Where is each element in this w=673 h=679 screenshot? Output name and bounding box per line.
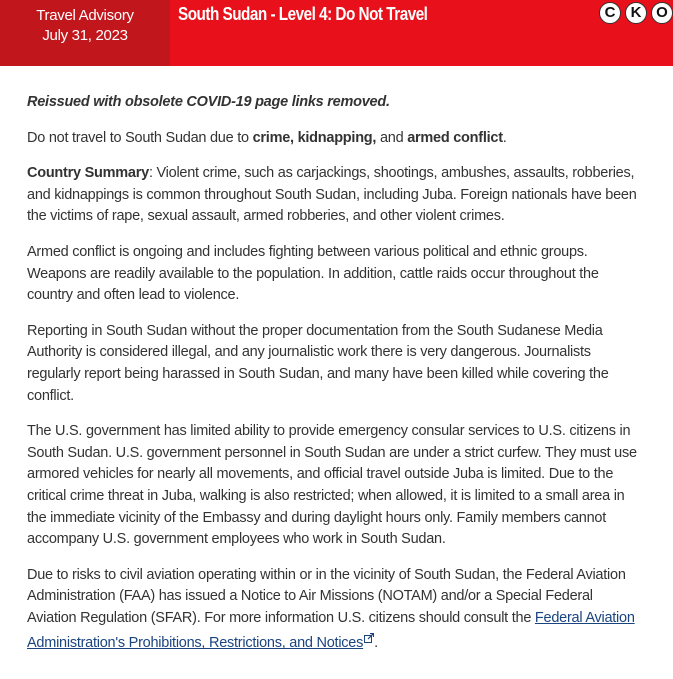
us-government-paragraph: The U.S. government has limited ability to provide emergency consular services to U.S. citizens in South Sudan. U.S. government personnel in South Sudan are under a strict curfew. They must use armored vehicles for nearly all movements, and official travel outside Juba is limited. Due to the critical crime threat in Juba, walking is also restricted; when allowed, it is limited to a small area in the immediate vicinity of the Embassy and during daylight hours only. Family members cannot accompany U.S. government employees who work in South Sudan. [27, 423, 637, 548]
intro-paragraph [27, 128, 645, 150]
country-summary-text: : Violent crime, such as carjackings, shootings, ambushes, assaults, robberies, and kidnappings is common throughout South Sudan, including Juba. Foreign nationals have been the victims of rape, sexual assault, armed robberies, and other violent crimes. [27, 165, 637, 225]
aviation-suffix: . [374, 635, 378, 652]
advisory-body [0, 66, 673, 655]
intro-armed-conflict: armed conflict [407, 129, 503, 146]
advisory-title: South Sudan - Level 4: Do Not Travel [178, 4, 428, 24]
country-summary-paragraph [27, 163, 645, 228]
aviation-paragraph [27, 565, 645, 655]
journalism-paragraph: Reporting in South Sudan without the proper documentation from the South Sudanese Media Authority is considered illegal, and any journalistic work there is very dangerous. Journalists regularly report being harassed in South Sudan, and many have been killed while covering the conflict. [27, 322, 609, 404]
intro-crime-kidnapping: crime, kidnapping, [252, 129, 377, 146]
external-link-icon [364, 629, 374, 651]
intro-suffix: . [502, 129, 507, 146]
advisory-label: Travel Advisory [36, 7, 134, 24]
risk-indicator-other[interactable]: O [651, 2, 673, 24]
aviation-text: Due to risks to civil aviation operating within or in the vicinity of South Sudan, the Federal Aviation Administration (FAA) has issued a Notice to Air Missions (NOTAM) and/or a Special Federal Aviation Regulation (SFAR). For more information U.S. citizens should consult the [27, 566, 626, 626]
armed-conflict-paragraph: Armed conflict is ongoing and includes fighting between various political and ethnic groups. Weapons are readily available to the population. In addition, cattle raids occur throughout the country and often lead to violence. [27, 243, 599, 304]
risk-indicator-crime[interactable]: C [599, 2, 621, 24]
risk-indicators [599, 2, 673, 24]
faa-link-text[interactable]: Federal Aviation Administration's Prohibitions, Restrictions, and Notices [27, 609, 635, 652]
intro-middle: and [376, 129, 408, 146]
reissued-note: Reissued with obsolete COVID-19 page links removed. [27, 94, 390, 110]
country-summary-label: Country Summary [27, 165, 149, 182]
intro-prefix: Do not travel to South Sudan due to [27, 129, 253, 146]
advisory-date: July 31, 2023 [42, 27, 128, 44]
advisory-date-box [0, 0, 170, 66]
risk-indicator-kidnapping[interactable]: K [625, 2, 647, 24]
advisory-header [0, 0, 673, 66]
